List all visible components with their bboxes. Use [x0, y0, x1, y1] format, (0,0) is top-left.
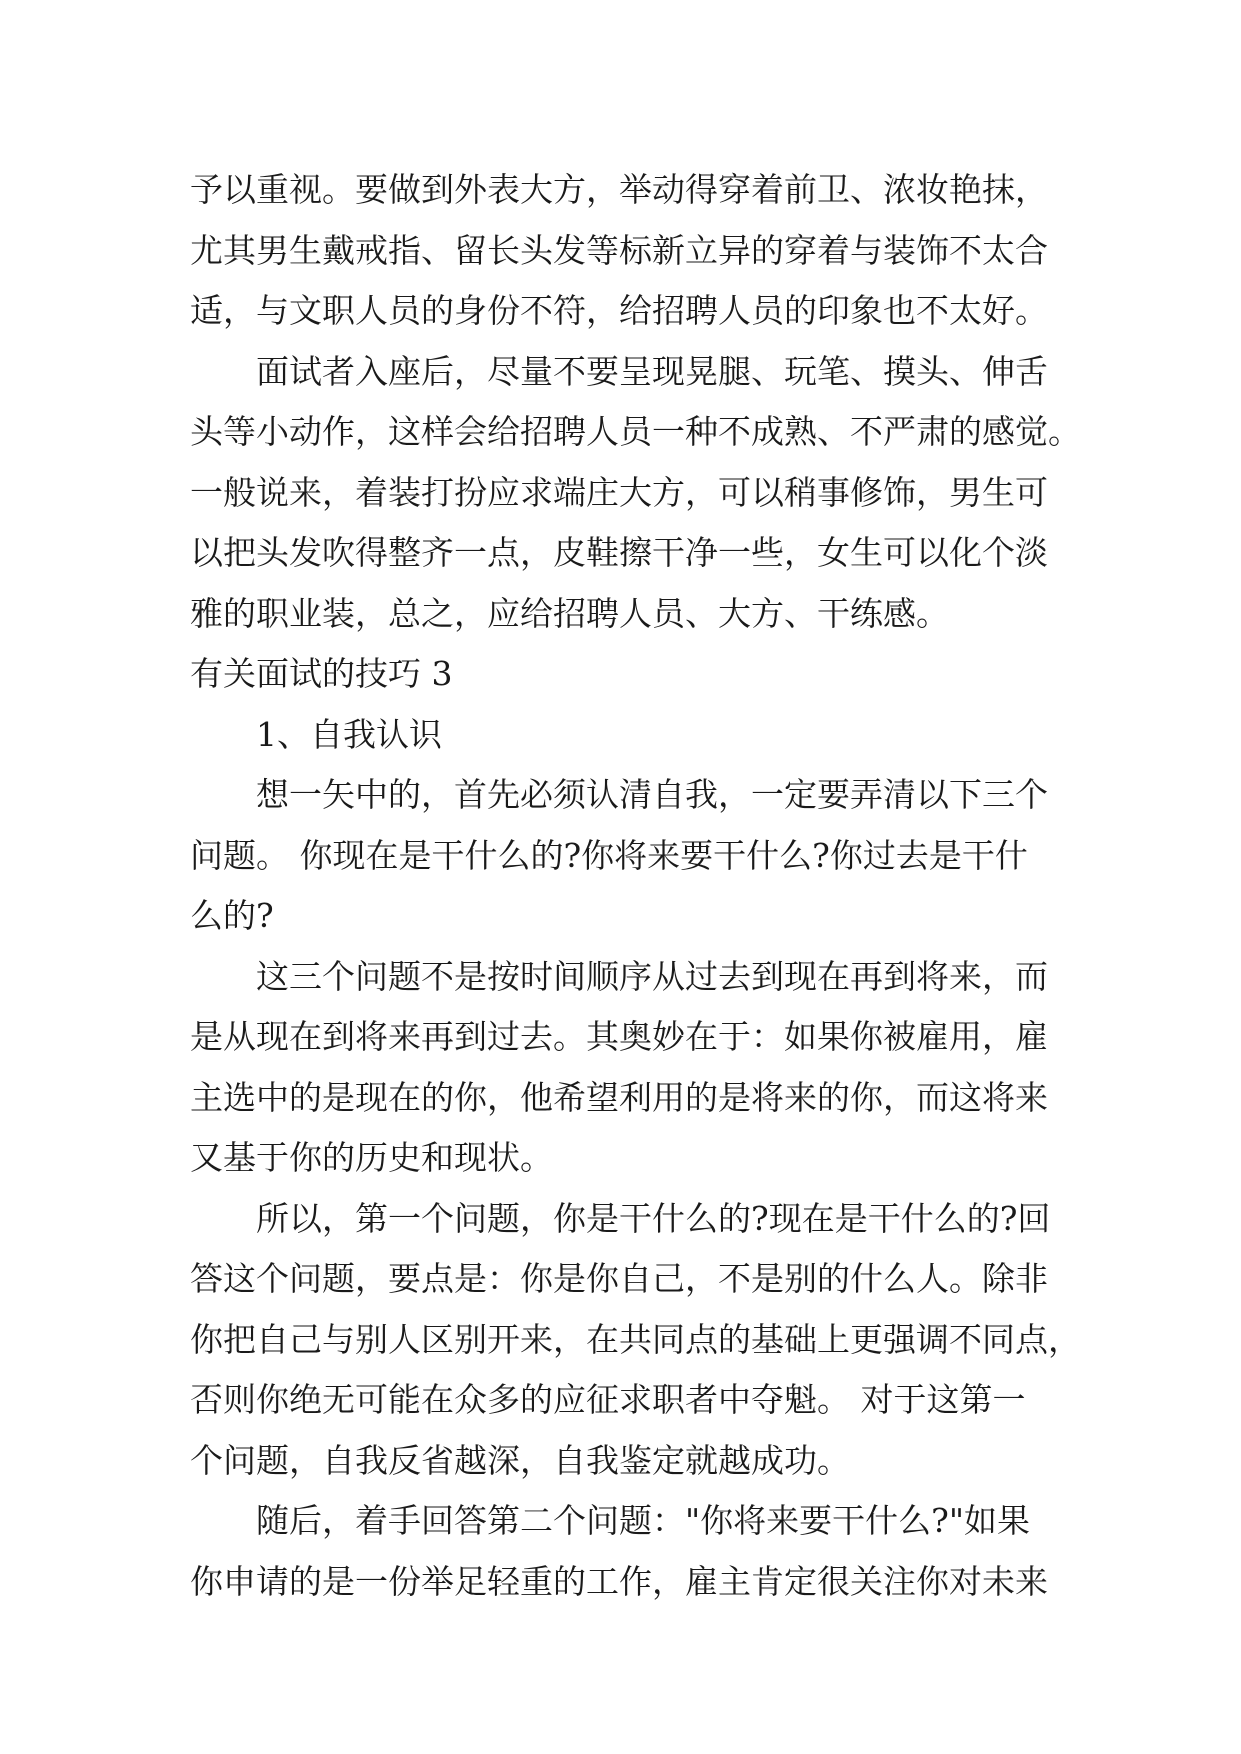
text-line: 雅的职业装，总之，应给招聘人员、大方、干练感。 [190, 593, 949, 633]
text-line: 否则你绝无可能在众多的应征求职者中夺魁。 对于这第一 [190, 1380, 1026, 1419]
text-line: 又基于你的历史和现状。 [190, 1138, 553, 1177]
text-line: 面试者入座后，尽量不要呈现晃腿、玩笔、摸头、伸舌 [256, 351, 1048, 391]
section-heading: 有关面试的技巧 3 [190, 654, 453, 693]
text-line: 个问题，自我反省越深，自我鉴定就越成功。 [190, 1440, 850, 1480]
text-line: 予以重视。要做到外表大方，举动得穿着前卫、浓妆艳抹， [190, 170, 1048, 209]
text-line: 以把头发吹得整齐一点，皮鞋擦干净一些，女生可以化个淡 [190, 533, 1048, 572]
text-line: 是从现在到将来再到过去。其奥妙在于：如果你被雇用，雇 [190, 1017, 1048, 1056]
text-line: 么的? [190, 896, 274, 935]
text-line: 所以，第一个问题，你是干什么的?现在是干什么的?回 [256, 1198, 1051, 1238]
text-line: 一般说来，着装打扮应求端庄大方，可以稍事修饰，男生可 [190, 472, 1048, 512]
text-line: 你申请的是一份举足轻重的工作，雇主肯定很关注你对未来 [190, 1561, 1048, 1601]
subsection-heading: 1、自我认识 [256, 714, 442, 754]
text-line: 问题。 你现在是干什么的?你将来要干什么?你过去是干什 [190, 835, 1028, 875]
text-line: 你把自己与别人区别开来，在共同点的基础上更强调不同点， [190, 1319, 1081, 1359]
text-line: 尤其男生戴戒指、留长头发等标新立异的穿着与装饰不太合 [190, 230, 1048, 270]
text-line: 适，与文职人员的身份不符，给招聘人员的印象也不太好。 [190, 291, 1048, 330]
text-line: 主选中的是现在的你，他希望利用的是将来的你，而这将来 [190, 1077, 1048, 1117]
text-line: 想一矢中的，首先必须认清自我，一定要弄清以下三个 [256, 775, 1048, 814]
text-line: 这三个问题不是按时间顺序从过去到现在再到将来，而 [256, 956, 1048, 996]
text-line: 随后，着手回答第二个问题："你将来要干什么?"如果 [256, 1501, 1031, 1540]
document-body [190, 160, 1081, 1612]
text-line: 头等小动作，这样会给招聘人员一种不成熟、不严肃的感觉。 [190, 412, 1081, 451]
text-line: 答这个问题，要点是：你是你自己，不是别的什么人。除非 [190, 1259, 1048, 1298]
